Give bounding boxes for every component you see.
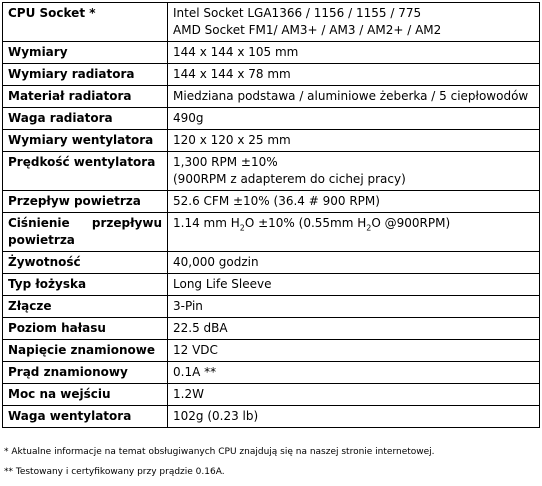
row-value: 0.1A ** (168, 362, 540, 384)
table-row (3, 384, 540, 406)
row-value-line: Intel Socket LGA1366 / 1156 / 1155 / 775 (173, 6, 422, 20)
row-label: Moc na wejściu (3, 384, 168, 406)
row-label: CPU Socket * (3, 3, 168, 42)
table-row (3, 318, 540, 340)
table-row (3, 252, 540, 274)
footnotes (4, 446, 538, 486)
row-value: 52.6 CFM ±10% (36.4 # 900 RPM) (168, 191, 540, 213)
row-label: Waga wentylatora (3, 406, 168, 428)
row-label: Złącze (3, 296, 168, 318)
table-row (3, 362, 540, 384)
row-value (168, 152, 540, 191)
footnote: ** Testowany i certyfikowany przy prądzie 0.16A. (4, 467, 225, 477)
table-row (3, 296, 540, 318)
row-value: 490g (168, 108, 540, 130)
row-value (168, 3, 540, 42)
table-row (3, 130, 540, 152)
row-value: 102g (0.23 lb) (168, 406, 540, 428)
row-label: Wymiary wentylatora (3, 130, 168, 152)
table-row (3, 191, 540, 213)
row-label: Żywotność (3, 252, 168, 274)
row-label (3, 213, 168, 252)
row-label: Wymiary (3, 42, 168, 64)
row-value: 144 x 144 x 105 mm (168, 42, 540, 64)
table-row (3, 108, 540, 130)
row-value (168, 213, 540, 252)
row-label: Typ łożyska (3, 274, 168, 296)
table-row (3, 86, 540, 108)
row-value-line: 1,300 RPM ±10% (173, 155, 278, 169)
row-value: Miedziana podstawa / aluminiowe żeberka / 5 ciepłowodów (168, 86, 540, 108)
row-value-line: (900RPM z adapterem do cichej pracy) (173, 172, 406, 186)
subscript: 2 (366, 223, 372, 233)
spec-table (2, 2, 540, 428)
row-value: Long Life Sleeve (168, 274, 540, 296)
row-label: Wymiary radiatora (3, 64, 168, 86)
row-label: Prąd znamionowy (3, 362, 168, 384)
row-value-text: O @900RPM) (371, 216, 451, 230)
row-label-line: powietrza (8, 233, 75, 247)
row-label-word: przepływu (91, 216, 162, 230)
row-label: Materiał radiatora (3, 86, 168, 108)
row-value: 22.5 dBA (168, 318, 540, 340)
row-value-text: O ±10% (0.55mm H (244, 216, 367, 230)
table-row (3, 152, 540, 191)
row-value: 144 x 144 x 78 mm (168, 64, 540, 86)
table-row (3, 3, 540, 42)
table-row (3, 64, 540, 86)
row-value-text: 1.14 mm H (173, 216, 240, 230)
row-label-word: Ciśnienie (8, 216, 70, 230)
table-row (3, 406, 540, 428)
subscript: 2 (239, 223, 245, 233)
table-row (3, 213, 540, 252)
row-value-line: AMD Socket FM1/ AM3+ / AM3 / AM2+ / AM2 (173, 23, 442, 37)
row-label: Prędkość wentylatora (3, 152, 168, 191)
table-row (3, 274, 540, 296)
row-label: Napięcie znamionowe (3, 340, 168, 362)
table-row (3, 340, 540, 362)
row-value: 3-Pin (168, 296, 540, 318)
row-value: 12 VDC (168, 340, 540, 362)
row-label: Waga radiatora (3, 108, 168, 130)
row-value: 1.2W (168, 384, 540, 406)
table-row (3, 42, 540, 64)
row-label: Poziom hałasu (3, 318, 168, 340)
row-value: 40,000 godzin (168, 252, 540, 274)
row-label-line (8, 215, 162, 232)
row-label: Przepływ powietrza (3, 191, 168, 213)
row-value: 120 x 120 x 25 mm (168, 130, 540, 152)
footnote: * Aktualne informacje na temat obsługiwanych CPU znajdują się na naszej stronie internetowej. (4, 447, 435, 457)
